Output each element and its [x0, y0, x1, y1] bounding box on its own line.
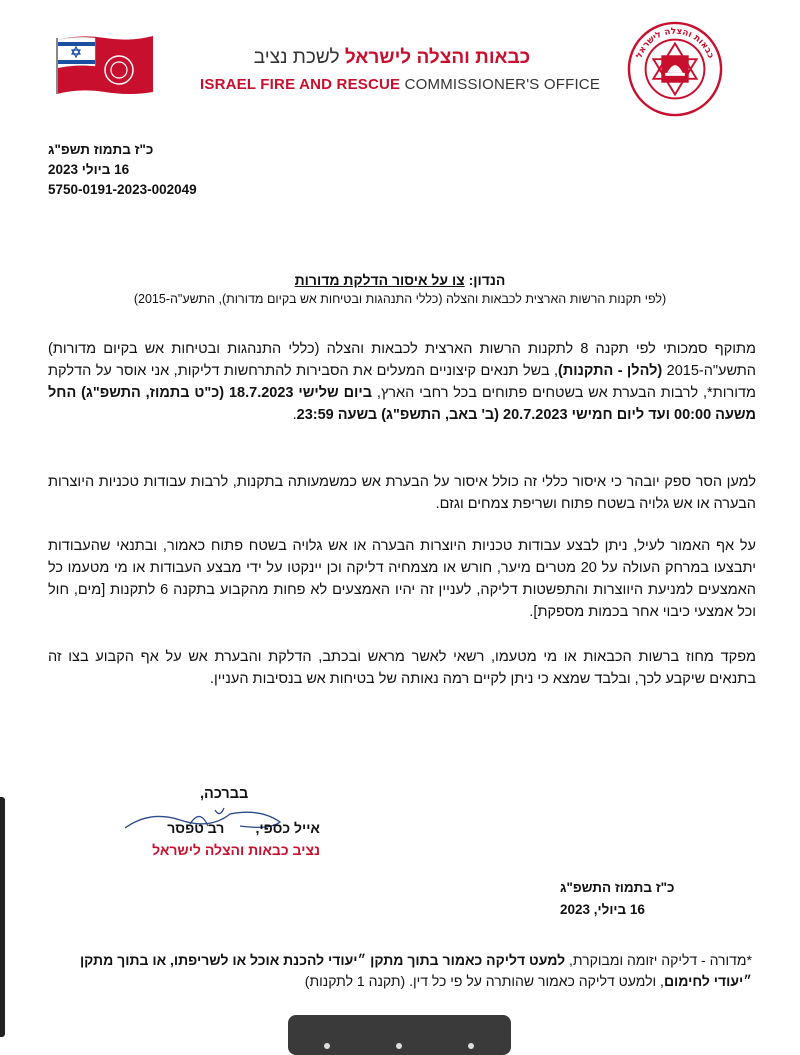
signer-title: נציב כבאות והצלה לישראל [152, 842, 320, 858]
footnote [48, 950, 752, 992]
gregorian-date: 16 ביולי 2023 [48, 162, 130, 177]
closing-gregorian-date: 16 ביולי, 2023 [560, 902, 645, 917]
hebrew-date: כ"ז בתמוז תשפ"ג [48, 142, 154, 157]
subject-line [40, 272, 760, 288]
paragraph-3: על אף האמור לעיל, ניתן לבצע עבודות טכניות היוצרות הבערה או אש גלויה בשטח פתוח כאמור, ובתנאי שהעבודות יתבצעו במרחק העולה על 20 מטרים מיער, חורש או מצמחיה דליקה וכן יינקטו על ידי מבצע העבודות או מי מטעמו כל האמצעים למניעת היווצרות והתפשטות דליקה, לעניין זה יהיו האמצעים לא פחות מהקבוע בתקנה 6 לתקנות [מים, חול וכל אמצעי כיבוי אחר בכמות מספקת]. [48, 538, 756, 620]
subject-title: צו על איסור הדלקת מדורות [294, 272, 465, 288]
subject-subtitle: (לפי תקנות הרשות הארצית לכבאות והצלה (כללי התנהגות ובטיחות אש בקיום מדורות), התשע"ה-2015) [133, 292, 667, 306]
paragraph-1-bold-1: (להלן - התקנות) [558, 363, 663, 379]
header-org-english-red: ISRAEL FIRE AND RESCUE [200, 76, 401, 93]
paragraph-1-part-b: , בשל תנאים קיצוניים המעלים את הסבירות להתרחשות דליקות, אני אוסר על הדלקת מדורות*, לרבות הבערת אש בשטחים פתוחים בכל רחבי הארץ, [48, 363, 756, 401]
side-scroll-handle[interactable] [0, 797, 5, 1037]
footnote-part-a: *מדורה - דליקה יזומה ומבוקרת, [565, 952, 752, 968]
toolbar-dot-icon [396, 1043, 402, 1049]
subject-prefix: הנדון: [468, 272, 506, 288]
paragraph-1-part-c: . [292, 407, 297, 423]
reference-number: 5750-0191-2023-002049 [48, 182, 197, 197]
closing-hebrew-date: כ"ז בתמוז התשפ"ג [560, 880, 675, 895]
paragraph-1-bold-2: ביום שלישי 18.7.2023 (כ"ט בתמוז, התשפ"ג) החל משעה 00:00 ועד ליום חמישי 20.7.2023 (ב' באב, התשפ"ג) בשעה 23:59 [48, 385, 756, 423]
signer-rank: רב טפסר [167, 820, 225, 836]
paragraph-1-part-a: מתוקף סמכותי לפי תקנה 8 לתקנות הרשות הארצית לכבאות והצלה (כללי התנהגות ובטיחות אש בקיום מדורות) התשע"ה-2015 [48, 341, 756, 379]
footnote-bold: למעט דליקה כאמור בתוך מתקן ״יעודי להכנת אוכל או לשריפתו, או בתוך מתקן ״יעודי לחימום [79, 952, 752, 989]
toolbar-dot-icon [468, 1043, 474, 1049]
header-office-hebrew: לשכת נציב [253, 47, 340, 68]
header-org-hebrew-red: כבאות והצלה לישראל [344, 47, 531, 68]
signer-name [120, 820, 320, 836]
signer-full-name: אייל כספי, [255, 820, 320, 836]
viewer-toolbar[interactable] [288, 1015, 511, 1055]
toolbar-dot-icon [324, 1043, 330, 1049]
paragraph-2: למען הסר ספק יובהר כי איסור כללי זה כולל איסור על הבערת אש כמשמעותה בתקנות, לרבות עבודות טכניות היוצרות הבערה או אש גלויה בשטח פתוח ושריפת צמחים וגזם. [48, 474, 756, 512]
header-office-english: COMMISSIONER'S OFFICE [404, 76, 601, 93]
paragraph-1 [48, 338, 756, 426]
emblem-text: כבאות והצלה לישראל [634, 26, 716, 60]
israel-flag-logo [55, 30, 155, 98]
fire-rescue-emblem [626, 20, 724, 118]
header-org-hebrew [200, 47, 584, 69]
paragraph-4: מפקד מחוז ברשות הכבאות או מי מטעמו, רשאי לאשר מראש ובכתב, הדלקת והבערת אש על אף הקבוע בצו זה בתנאים שיקבע לכך, ובלבד שמצא כי ניתן לקיים רמה נאותה של בטיחות אש בנסיבות העניין. [48, 649, 756, 687]
header-org-english [200, 76, 601, 93]
footnote-part-b: , ולמעט דליקה כאמור שהותרה על פי כל דין. (תקנה 1 לתקנות) [304, 973, 664, 989]
closing-greeting: בברכה, [200, 786, 249, 802]
